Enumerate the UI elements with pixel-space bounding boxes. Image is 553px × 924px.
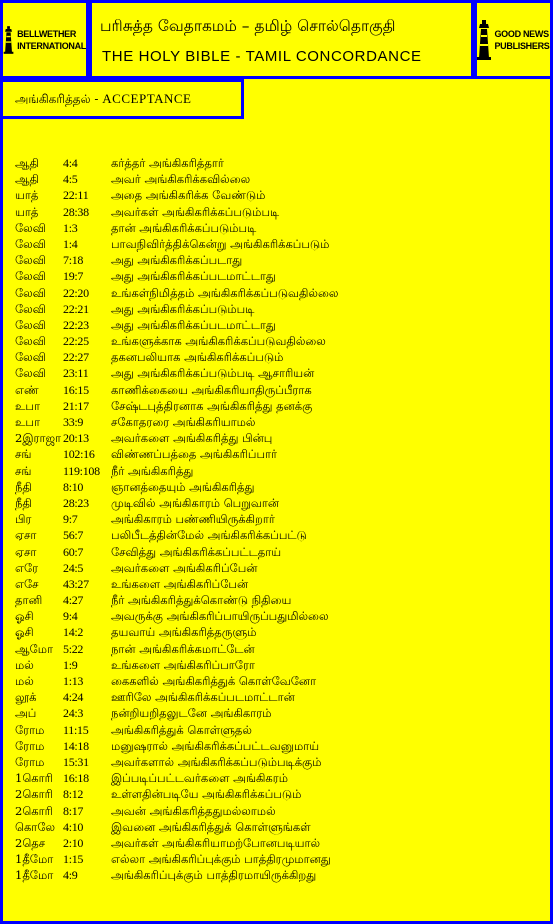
verse-text: இவனை அங்கிகரித்துக் கொள்ளுங்கள் <box>111 819 311 834</box>
book-name: 2கொரி <box>15 787 53 802</box>
verse-reference: 4:4 <box>63 156 78 170</box>
lighthouse-icon <box>477 20 491 60</box>
verse-reference: 22:20 <box>63 285 89 300</box>
verse-reference: 11:15 <box>63 722 89 737</box>
verse-reference: 21:17 <box>63 398 89 413</box>
verse-reference: 28:38 <box>63 204 89 219</box>
verse-text: அங்கிகாரம் பண்ணியிருக்கிறார் <box>111 512 275 527</box>
verse-text: இப்படிப்பட்டவர்களை அங்கிகரம் <box>111 771 288 786</box>
verse-text: நீர் அங்கிகரித்துக்கொண்டு நிதியை <box>111 593 292 608</box>
book-name: யாத் <box>15 204 39 219</box>
verse-text: தான் அங்கிகரிக்கப்படும்படி <box>111 220 257 235</box>
verse-reference: 15:31 <box>63 754 89 769</box>
book-name: எண் <box>15 382 39 397</box>
good-news-logo <box>474 0 553 79</box>
book-name: 1தீமோ <box>15 868 54 883</box>
right-logo-text <box>494 28 549 52</box>
book-name: லூக் <box>15 690 37 705</box>
verse-reference: 8:10 <box>63 479 84 494</box>
book-name: ஆதி <box>15 172 39 187</box>
verse-reference: 119:108 <box>63 463 100 478</box>
verse-text: நான் அங்கிகரிக்கமாட்டேன் <box>111 641 255 656</box>
verse-reference: 14:2 <box>63 625 84 640</box>
verse-reference: 22:11 <box>63 188 89 203</box>
book-name: சங் <box>15 463 32 478</box>
verse-reference: 102:16 <box>63 447 95 462</box>
title-english: THE HOLY BIBLE - TAMIL CONCORDANCE <box>102 48 422 65</box>
verse-reference: 56:7 <box>63 528 84 543</box>
verse-text: அவருக்கு அங்கிகரிப்பாயிருப்பதுமில்லை <box>111 609 329 624</box>
verse-text: நீர் அங்கிகரித்து <box>111 463 194 478</box>
book-name: பிர <box>15 512 32 527</box>
verse-reference: 24:5 <box>63 560 84 575</box>
verse-text: அவர்களால் அங்கிகரிக்கப்படும்படிக்கும் <box>111 754 322 769</box>
verse-reference: 16:18 <box>63 771 89 786</box>
verse-reference: 20:13 <box>63 431 89 446</box>
book-name: தானி <box>15 593 43 608</box>
book-name: ஆமோ <box>15 641 53 656</box>
verse-text: ஊரிலே அங்கிகரிக்கப்படமாட்டான் <box>111 690 295 705</box>
book-name: உபா <box>15 415 40 429</box>
verse-text: அதை அங்கிகரிக்க வேண்டும் <box>111 188 266 203</box>
book-name: ஏசா <box>15 544 37 559</box>
verse-reference: 22:23 <box>63 317 89 332</box>
verse-text: அது அங்கிகரிக்கப்படாது <box>111 253 243 268</box>
book-name: அப் <box>15 706 37 721</box>
book-name: லேவி <box>15 301 46 316</box>
book-name: நீதி <box>15 495 32 510</box>
verse-reference: 2:10 <box>63 835 84 850</box>
left-logo-line: INTERNATIONAL <box>17 40 86 51</box>
verse-reference: 22:21 <box>63 301 89 316</box>
book-name: ஓசி <box>15 625 34 640</box>
verse-text: சேவித்து அங்கிகரிக்கப்பட்டதாய் <box>111 544 282 559</box>
book-name: சங் <box>15 447 32 462</box>
verse-text: அவர்கள் அங்கிகரியாமற்போனபடியால் <box>111 835 321 850</box>
verse-text: அது அங்கிகரிக்கப்படமாட்டாது <box>111 317 276 332</box>
book-name: லேவி <box>15 334 46 349</box>
verse-reference: 33:9 <box>63 415 84 429</box>
verse-text: கைகளில் அங்கிகரித்துக் கொள்வேனோ <box>111 674 317 688</box>
book-name: 1தீமோ <box>15 852 54 867</box>
verse-reference: 4:27 <box>63 593 84 608</box>
book-name: யாத் <box>15 188 39 203</box>
book-name: உபா <box>15 398 40 413</box>
book-name: கொலே <box>15 819 56 834</box>
right-logo-line: PUBLISHERS <box>494 40 550 51</box>
book-name: லேவி <box>15 366 46 381</box>
verse-reference: 4:10 <box>63 819 84 834</box>
verse-text: ஞானத்தையும் அங்கிகரித்து <box>111 479 255 494</box>
verse-reference: 4:5 <box>63 172 78 187</box>
verse-text: அவர் அங்கிகரிக்கவில்லை <box>111 172 251 187</box>
verse-text: சேஷ்டபுத்திரனாக அங்கிகரித்து தனக்கு <box>111 398 313 413</box>
verse-text: உங்களை அங்கிகரிப்பாரோ <box>111 657 255 672</box>
title-banner <box>89 0 474 79</box>
book-name: ரோம <box>15 738 45 753</box>
book-name: எசே <box>15 576 39 591</box>
verse-reference: 1:3 <box>63 220 78 235</box>
book-name: ஆதி <box>15 156 39 170</box>
verse-text: தகனபலியாக அங்கிகரிக்கப்படும் <box>111 350 284 365</box>
verse-reference: 60:7 <box>63 544 84 559</box>
subject-english: ACCEPTANCE <box>102 91 192 106</box>
book-name: மல் <box>15 657 34 672</box>
book-name: 2கொரி <box>15 803 53 818</box>
verse-text: அது அங்கிகரிக்கப்படும்படி <box>111 301 255 316</box>
verse-reference: 5:22 <box>63 641 84 656</box>
book-name: ஓசி <box>15 609 34 624</box>
verse-text: உள்ளதின்படியே அங்கிகரிக்கப்படும் <box>111 787 302 802</box>
verse-text: மனுஷரால் அங்கிகரிக்கப்பட்டவனுமாய் <box>111 738 320 753</box>
book-name: லேவி <box>15 253 46 268</box>
verse-text: சகோதரரை அங்கிகரியாமல் <box>111 415 256 429</box>
verse-reference: 23:11 <box>63 366 89 381</box>
verse-text: தயவாய் அங்கிகரித்தருளும் <box>111 625 257 640</box>
verse-reference: 1:4 <box>63 236 78 251</box>
verse-text: விண்ணப்பத்தை அங்கிகரிப்பார் <box>111 447 278 462</box>
verse-text: அது அங்கிகரிக்கப்படமாட்டாது <box>111 269 276 284</box>
title-tamil: பரிசுத்த வேதாகமம் – தமிழ் சொல்தொகுதி <box>100 17 396 35</box>
book-name: எரே <box>15 560 39 575</box>
verse-reference: 4:9 <box>63 868 78 883</box>
verse-text: உங்களை அங்கிகரிப்பேன் <box>111 576 249 591</box>
verse-text: உங்களுக்காக அங்கிகரிக்கப்படுவதில்லை <box>111 334 326 349</box>
verse-reference: 16:15 <box>63 382 89 397</box>
verse-reference: 9:7 <box>63 512 78 527</box>
verse-reference: 22:27 <box>63 350 89 365</box>
verse-reference: 1:15 <box>63 852 84 867</box>
verse-text: அவர்களை அங்கிகரிப்பேன் <box>111 560 258 575</box>
verse-text: பாவநிவிர்த்திக்கென்று அங்கிகரிக்கப்படும் <box>111 236 330 251</box>
book-name: லேவி <box>15 220 46 235</box>
subject-tamil: அங்கிகரித்தல் - <box>15 92 99 106</box>
book-name: நீதி <box>15 479 32 494</box>
verse-text: முடிவில் அங்கிகாரம் பெறுவான் <box>111 495 279 510</box>
book-name: ரோம <box>15 754 45 769</box>
verse-reference: 43:27 <box>63 576 89 591</box>
book-name: ஏசா <box>15 528 37 543</box>
verse-text: அவர்களை அங்கிகரித்து பின்பு <box>111 431 273 446</box>
verse-text: பலிபீடத்தின்மேல் அங்கிகரிக்கப்பட்டு <box>111 528 307 543</box>
book-name: 2தெச <box>15 835 46 850</box>
verse-reference: 1:13 <box>63 674 84 688</box>
book-name: மல் <box>15 674 34 688</box>
book-name: லேவி <box>15 317 46 332</box>
verse-reference: 22:25 <box>63 334 89 349</box>
book-name: லேவி <box>15 350 46 365</box>
verse-text: அவர்கள் அங்கிகரிக்கப்படும்படி <box>111 204 280 219</box>
verse-text: அது அங்கிகரிக்கப்படும்படி ஆசாரியன் <box>111 366 315 381</box>
right-logo-line: GOOD NEWS <box>494 28 549 39</box>
verse-text: அங்கிகரிப்புக்கும் பாத்திரமாயிருக்கிறது <box>111 868 317 883</box>
subject-heading <box>0 79 244 119</box>
verse-reference: 9:4 <box>63 609 78 624</box>
verse-reference: 14:18 <box>63 738 89 753</box>
verse-text: எல்லா அங்கிகரிப்புக்கும் பாத்திரமுமானது <box>111 852 331 867</box>
book-name: 1கொரி <box>15 771 53 786</box>
verse-text: நன்றியறிதலுடனே அங்கிகாரம் <box>111 706 272 721</box>
verse-reference: 8:17 <box>63 803 84 818</box>
lighthouse-icon <box>3 20 14 60</box>
book-name: லேவி <box>15 236 46 251</box>
verse-text: கர்த்தர் அங்கிகரித்தார் <box>111 156 224 170</box>
verse-reference: 1:9 <box>63 657 78 672</box>
book-name: லேவி <box>15 269 46 284</box>
verse-reference: 24:3 <box>63 706 84 721</box>
verse-text: உங்கள்நிமித்தம் அங்கிகரிக்கப்படுவதில்லை <box>111 285 339 300</box>
book-name: 2இராஜா <box>15 431 62 446</box>
book-name: ரோம <box>15 722 45 737</box>
left-logo-line: BELLWETHER <box>17 28 77 39</box>
verse-text: அங்கிகரித்துக் கொள்ளுதல் <box>111 722 252 737</box>
verse-reference: 8:12 <box>63 787 84 802</box>
bellwether-logo <box>0 0 89 79</box>
verse-text: காணிக்கையை அங்கிகரியாதிருப்பீராக <box>111 382 312 397</box>
verse-reference: 19:7 <box>63 269 84 284</box>
verse-text: அவன் அங்கிகரித்ததுமல்லாமல் <box>111 803 276 818</box>
left-logo-text <box>17 28 86 52</box>
verse-reference: 28:23 <box>63 495 89 510</box>
verse-reference: 7:18 <box>63 253 84 268</box>
verse-reference: 4:24 <box>63 690 84 705</box>
book-name: லேவி <box>15 285 46 300</box>
